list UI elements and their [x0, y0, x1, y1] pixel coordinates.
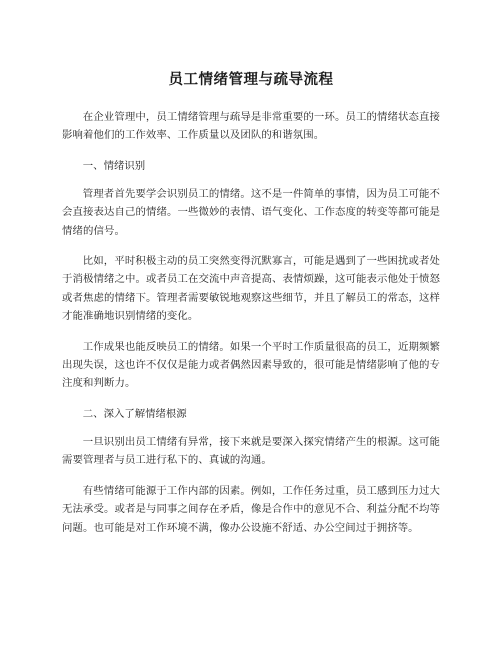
intro-paragraph: 在企业管理中，员工情绪管理与疏导是非常重要的一环。员工的情绪状态直接影响着他们的工作效率、工作质量以及团队的和谐氛围。 [62, 111, 440, 142]
section-paragraph: 比如，平时积极主动的员工突然变得沉默寡言，可能是遇到了一些困扰或者处于消极情绪之中。或者员工在交流中声音提高、表情烦躁，这可能表示他处于愤怒或者焦虑的情绪下。管理者需要敏锐地观察这些细节，并且了解员工的常态，这样才能准确地识别情绪的变化。 [62, 255, 440, 323]
section-paragraph: 一旦识别出员工情绪有异常，接下来就是要深入探究情绪产生的根源。这可能需要管理者与员工进行私下的、真诚的沟通。 [62, 435, 440, 467]
section-heading: 一、情绪识别 [82, 159, 146, 172]
section-emotion-recognition [62, 157, 440, 393]
section-heading: 二、深入了解情绪根源 [82, 407, 187, 420]
section-emotion-root-cause [62, 405, 440, 537]
section-paragraph: 工作成果也能反映员工的情绪。如果一个平时工作质量很高的员工，近期频繁出现失误，这也许不仅仅是能力或者偶然因素导致的，很可能是情绪影响了他的专注度和判断力。 [62, 340, 440, 390]
section-paragraph: 管理者首先要学会识别员工的情绪。这不是一件简单的事情，因为员工可能不会直接表达自己的情绪。一些微妙的表情、语气变化、工作态度的转变等都可能是情绪的信号。 [62, 187, 440, 237]
section-paragraph: 有些情绪可能源于工作内部的因素。例如，工作任务过重，员工感到压力过大无法承受。或者是与同事之间存在矛盾，像是合作中的意见不合、利益分配不均等问题。也可能是对工作环境不满，像办公设施不舒适、办公空间过于拥挤等。 [62, 484, 440, 534]
document-title: 员工情绪管理与疏导流程 [168, 72, 334, 88]
